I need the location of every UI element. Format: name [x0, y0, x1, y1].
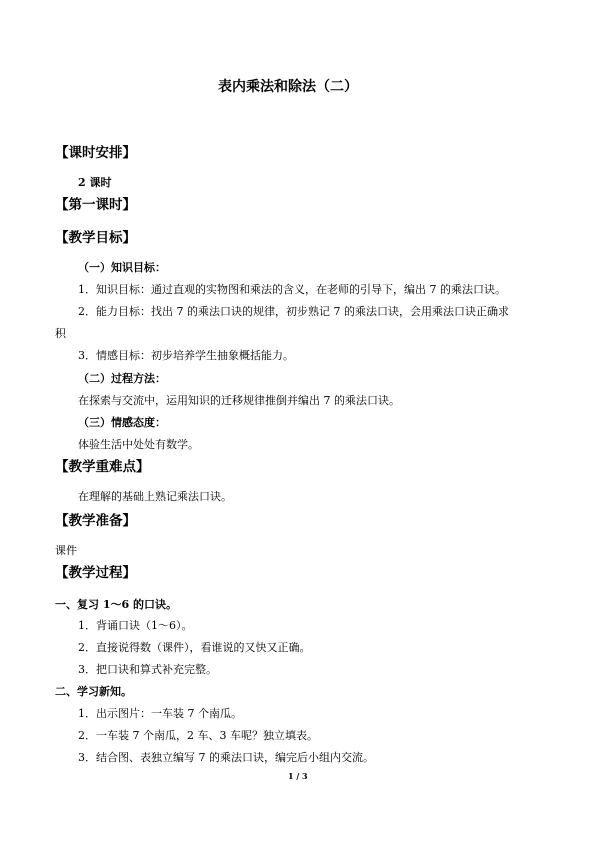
knowledge-goals-label: （一）知识目标：: [78, 261, 166, 274]
review-step-item: 3．把口诀和算式补充完整。: [78, 663, 217, 676]
section-heading-schedule: 【课时安排】: [55, 145, 136, 161]
knowledge-goal-item: 1．知识目标：通过直观的实物图和乘法的含义，在老师的引导下，编出 7 的乘法口诀。: [78, 283, 506, 296]
section-heading-preparation: 【教学准备】: [55, 513, 136, 529]
section-heading-process: 【教学过程】: [55, 565, 136, 581]
section-heading-key-points: 【教学重难点】: [55, 459, 150, 475]
knowledge-goal-item-continuation: 积: [55, 327, 66, 340]
preparation-text: 课件: [55, 544, 77, 557]
attitude-goals-text: 体验生活中处处有数学。: [78, 438, 199, 451]
key-points-text: 在理解的基础上熟记乘法口诀。: [78, 490, 232, 503]
new-knowledge-step-item: 2．一车装 7 个南瓜，2 车、3 车呢？独立填表。: [78, 729, 318, 742]
new-knowledge-step-item: 3．结合图、表独立编写 7 的乘法口诀，编完后小组内交流。: [78, 751, 374, 764]
knowledge-goal-item: 2．能力目标：找出 7 的乘法口诀的规律，初步熟记 7 的乘法口诀，会用乘法口诀正确求: [78, 305, 509, 318]
attitude-goals-label: （三）情感态度：: [78, 416, 166, 429]
section-heading-lesson-one: 【第一课时】: [55, 197, 136, 213]
review-step-item: 2．直接说得数（课件），看谁说的又快又正确。: [78, 641, 311, 654]
process-goals-label: （二）过程方法：: [78, 372, 166, 385]
new-knowledge-step-title: 二、学习新知。: [55, 685, 132, 698]
schedule-hours: 2 课时: [78, 176, 112, 189]
section-heading-goals: 【教学目标】: [55, 230, 136, 246]
process-goals-text: 在探索与交流中，运用知识的迁移规律推倒并编出 7 的乘法口诀。: [78, 394, 400, 407]
page-number: 1 / 3: [288, 771, 308, 781]
knowledge-goal-item: 3．情感目标：初步培养学生抽象概括能力。: [78, 349, 294, 362]
new-knowledge-step-item: 1．出示图片：一车装 7 个南瓜。: [78, 707, 242, 720]
review-step-title: 一、复习 1～6 的口诀。: [55, 598, 177, 611]
document-title: 表内乘法和除法（二）: [218, 79, 358, 95]
review-step-item: 1．背诵口诀（1～6）。: [78, 619, 193, 632]
